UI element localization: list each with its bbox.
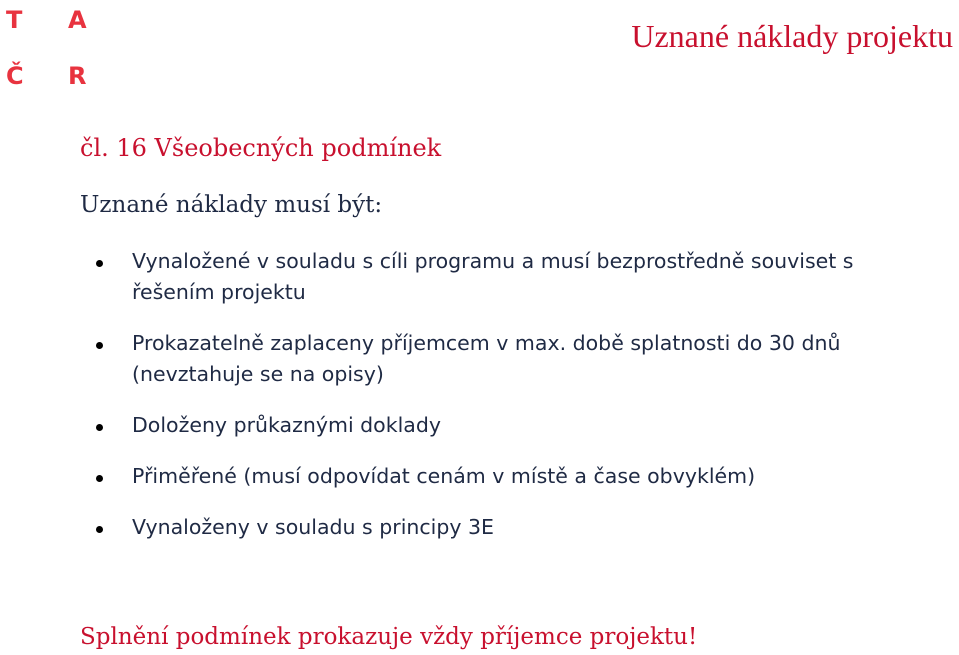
list-item — [96, 328, 926, 390]
logo-letter: A — [68, 6, 87, 34]
logo-letter: R — [68, 62, 87, 90]
list-item-text: Doloženy průkaznými doklady — [132, 413, 441, 437]
lead-text: Uznané náklady musí být: — [80, 192, 383, 218]
list-item-text: Vynaloženy v souladu s principy 3E — [132, 515, 495, 539]
list-item — [96, 246, 926, 308]
list-item — [96, 410, 926, 441]
footer-note: Splnění podmínek prokazuje vždy příjemce projektu! — [80, 624, 698, 650]
section-subtitle: čl. 16 Všeobecných podmínek — [80, 134, 442, 162]
bullet-dot-icon — [96, 342, 103, 349]
bullet-dot-icon — [96, 475, 103, 482]
list-item-text: Prokazatelně zaplaceny příjemcem v max. době splatnosti do 30 dnů (nevztahuje se na opisy) — [132, 331, 841, 386]
bullet-list — [96, 246, 926, 563]
list-item — [96, 512, 926, 543]
bullet-dot-icon — [96, 260, 103, 267]
logo-letter: T — [6, 6, 23, 34]
tacr-logo — [6, 4, 106, 94]
logo-letter: Č — [6, 62, 24, 90]
list-item-text: Přiměřené (musí odpovídat cenám v místě a čase obvyklém) — [132, 464, 756, 488]
slide-title: Uznané náklady projektu — [631, 18, 953, 54]
list-item-text: Vynaložené v souladu s cíli programu a musí bezprostředně souviset s řešením projektu — [132, 249, 854, 304]
bullet-dot-icon — [96, 526, 103, 533]
list-item — [96, 461, 926, 492]
bullet-dot-icon — [96, 424, 103, 431]
